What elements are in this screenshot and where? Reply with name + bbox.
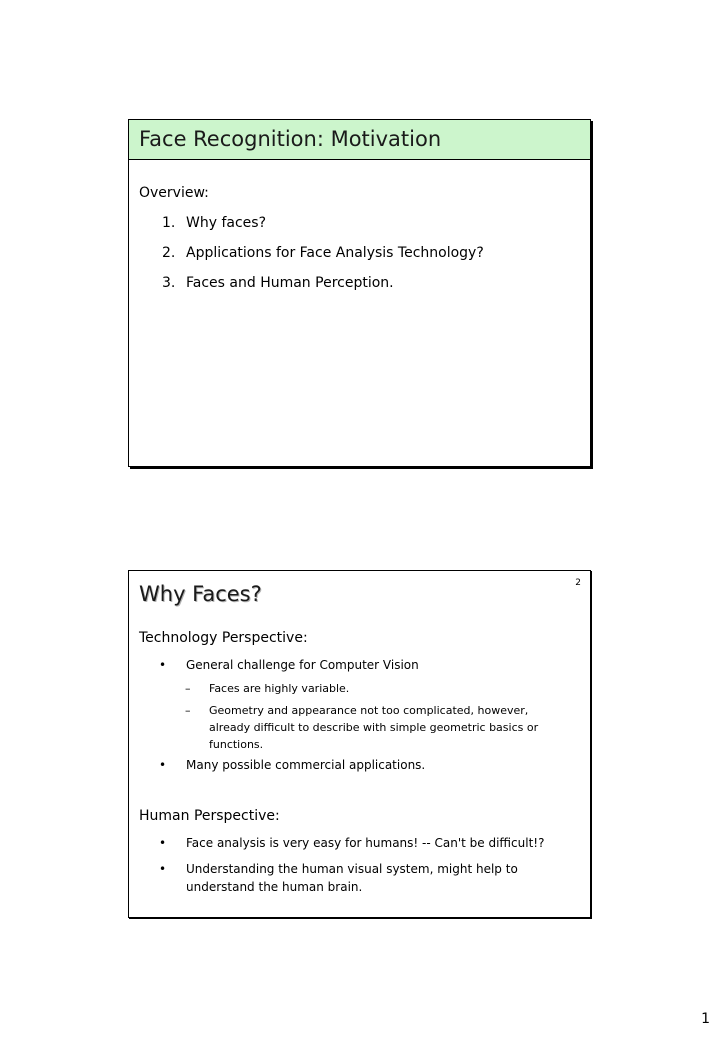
bullet-marker: • [159, 862, 167, 876]
list-item-text: Faces and Human Perception. [186, 275, 394, 291]
slide-title: Why Faces? [139, 582, 262, 606]
overview-label: Overview: [139, 185, 209, 201]
list-item [162, 275, 394, 291]
bullet-item [159, 860, 579, 896]
slide-title-bar [129, 120, 590, 160]
list-item-number: 1. [162, 215, 176, 231]
bullet-item [159, 656, 579, 674]
bullet-text: Understanding the human visual system, might help to understand the human brain. [186, 862, 518, 894]
bullet-marker: • [159, 836, 167, 850]
sub-bullet-text: Faces are highly variable. [209, 682, 350, 695]
list-item-number: 2. [162, 245, 176, 261]
human-perspective-heading: Human Perspective: [139, 808, 280, 824]
bullet-item [159, 834, 579, 852]
slide-1 [128, 119, 591, 467]
technology-perspective-heading: Technology Perspective: [139, 630, 308, 646]
list-item [162, 215, 266, 231]
slide-number: 2 [575, 578, 581, 588]
bullet-text: Face analysis is very easy for humans! -- Can't be difficult!? [186, 836, 545, 850]
bullet-text: General challenge for Computer Vision [186, 658, 419, 672]
list-item [162, 245, 484, 261]
page-number: 1 [701, 1011, 710, 1027]
sub-bullet-item [185, 702, 545, 753]
list-item-number: 3. [162, 275, 176, 291]
bullet-item [159, 756, 579, 774]
sub-bullet-marker: – [185, 682, 191, 695]
bullet-text: Many possible commercial applications. [186, 758, 426, 772]
sub-bullet-item [185, 680, 545, 697]
bullet-marker: • [159, 758, 167, 772]
list-item-text: Why faces? [186, 215, 266, 231]
bullet-marker: • [159, 658, 167, 672]
sub-bullet-marker: – [185, 704, 191, 717]
sub-bullet-text: Geometry and appearance not too complicated, however, already difficult to describe with simple geometric basics or functions. [209, 704, 539, 751]
list-item-text: Applications for Face Analysis Technology? [186, 245, 484, 261]
slide-title: Face Recognition: Motivation [139, 127, 442, 151]
slide-2 [128, 570, 591, 918]
